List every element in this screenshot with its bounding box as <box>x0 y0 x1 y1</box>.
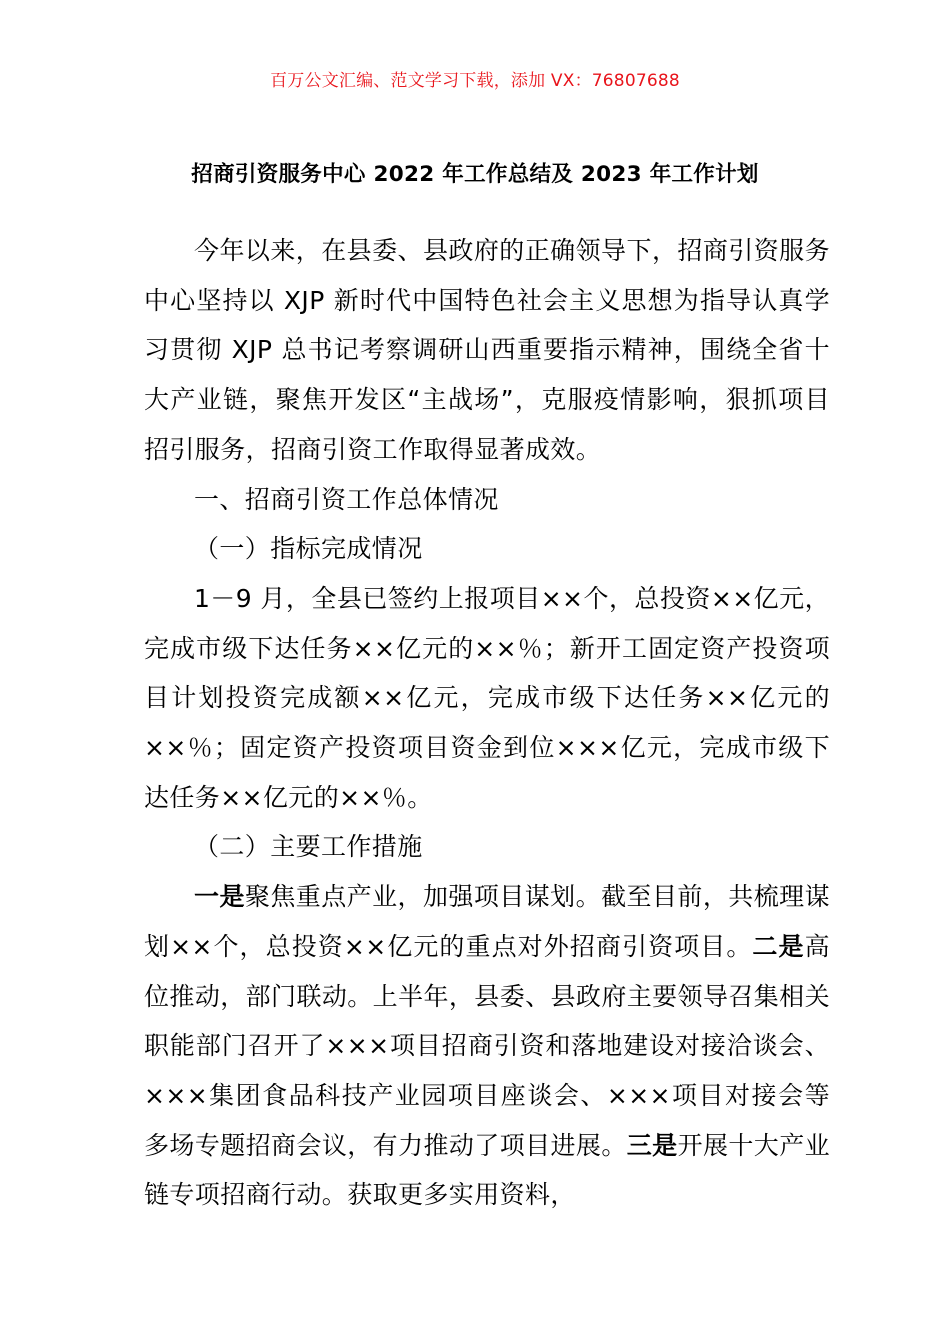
intro-paragraph: 今年以来，在县委、县政府的正确领导下，招商引资服务中心坚持以 XJP 新时代中国特色社会主义思想为指导认真学习贯彻 XJP 总书记考察调研山西重要指示精神，围绕全省十大产业链，聚焦开发区“主战场”，克服疫情影响，狠抓项目招引服务，招商引资工作取得显著成效。 <box>144 236 830 464</box>
subsection2-heading: （二）主要工作措施 <box>194 832 423 862</box>
section1-heading: 一、招商引资工作总体情况 <box>194 484 499 514</box>
measure3-body: 开展十大产业链专项招商行动。获取更多实用资料， <box>144 1130 830 1210</box>
measure3-lead: 三是 <box>626 1130 678 1160</box>
document-body <box>144 226 830 1220</box>
header-note: 百万公文汇编、范文学习下载，添加 VX：76807688 <box>270 71 680 91</box>
subsection1-paragraph: 1－9 月，全县已签约上报项目××个，总投资××亿元，完成市级下达任务××亿元的××％；新开工固定资产投资项目计划投资完成额××亿元，完成市级下达任务××亿元的××％；固定资产投资项目资金到位×××亿元，完成市级下达任务××亿元的××％。 <box>144 583 830 812</box>
measure1-body: 聚焦重点产业，加强项目谋划。截至目前，共梳理谋划××个，总投资××亿元的重点对外招商引资项目。 <box>144 882 830 961</box>
measures-paragraph <box>144 872 830 1220</box>
document-title: 招商引资服务中心 2022 年工作总结及 2023 年工作计划 <box>191 162 759 187</box>
subsection1-heading: （一）指标完成情况 <box>194 534 423 564</box>
measure1-lead: 一是 <box>194 882 245 912</box>
measure2-body: 高位推动，部门联动。上半年，县委、县政府主要领导召集相关职能部门召开了×××项目招商引资和落地建设对接洽谈会、×××集团食品科技产业园项目座谈会、×××项目对接会等多场专题招商会议，有力推动了项目进展。 <box>144 931 830 1160</box>
measure2-lead: 二是 <box>752 931 805 961</box>
